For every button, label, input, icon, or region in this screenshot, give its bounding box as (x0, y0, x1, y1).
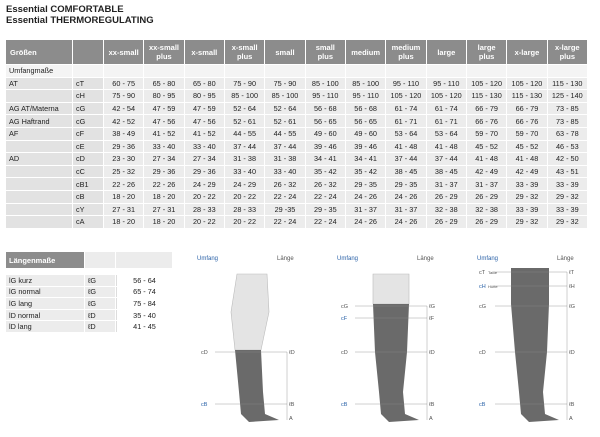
table-cell: 44 - 55 (265, 128, 304, 140)
table-row (6, 153, 587, 165)
table-cell: 38 - 45 (427, 166, 466, 178)
table-cell: 44 - 55 (225, 128, 264, 140)
d2-left-1: cF (341, 316, 348, 322)
d3-note-huefte: Hüfte (488, 284, 498, 289)
length-value: 56 - 64 (116, 275, 172, 286)
table-cell: 80 - 95 (185, 90, 224, 102)
table-cell: 24 - 26 (346, 191, 385, 203)
size-header: large plus (467, 40, 506, 64)
table-cell: 66 - 79 (467, 103, 506, 115)
diagram-thigh-stocking (335, 252, 475, 432)
table-cell: 61 - 74 (427, 103, 466, 115)
table-cell: 105 - 120 (507, 78, 546, 90)
d1-left-0: cD (201, 350, 208, 356)
table-cell: 18 - 20 (104, 216, 143, 228)
table-row (6, 204, 587, 216)
table-cell: 52 - 64 (265, 103, 304, 115)
table-cell: 27 - 31 (144, 204, 183, 216)
table-cell: 125 - 140 (548, 90, 587, 102)
table-cell: 31 - 38 (225, 153, 264, 165)
d3-left-3: cD (479, 350, 486, 356)
length-table (5, 251, 173, 333)
row-label: AG AT/Materna (6, 103, 72, 115)
d2-right-0: ℓG (429, 304, 436, 310)
knee-stocking-illustration (195, 252, 335, 432)
row-code: cA (73, 216, 103, 228)
table-cell: 20 - 22 (225, 216, 264, 228)
row-code: cE (73, 141, 103, 153)
length-code: ℓG (85, 287, 115, 298)
table-cell: 22 - 26 (104, 178, 143, 190)
table-cell: 28 - 33 (225, 204, 264, 216)
table-cell: 85 - 100 (265, 90, 304, 102)
table-cell: 27 - 31 (104, 204, 143, 216)
table-cell: 47 - 56 (144, 115, 183, 127)
umfang-row (6, 65, 587, 77)
table-row (6, 78, 587, 90)
table-cell: 42 - 49 (467, 166, 506, 178)
table-cell: 37 - 44 (427, 153, 466, 165)
length-row (6, 298, 172, 309)
size-header: xx-small (104, 40, 143, 64)
table-cell: 73 - 85 (548, 103, 587, 115)
d3-left-1: cH (479, 284, 486, 290)
table-cell: 45 - 52 (507, 141, 546, 153)
table-cell: 95 - 110 (346, 90, 385, 102)
table-cell: 24 - 26 (386, 216, 425, 228)
table-cell: 60 - 75 (104, 78, 143, 90)
table-cell: 41 - 48 (467, 153, 506, 165)
table-cell: 26 - 32 (265, 178, 304, 190)
table-cell: 23 - 30 (104, 153, 143, 165)
table-cell: 20 - 22 (185, 191, 224, 203)
length-label: lD normal (6, 310, 84, 321)
table-cell: 22 - 24 (306, 191, 345, 203)
table-cell: 25 - 32 (104, 166, 143, 178)
table-cell: 26 - 29 (427, 191, 466, 203)
table-cell: 85 - 100 (306, 78, 345, 90)
d1-right-1: ℓB (289, 402, 295, 408)
length-label: lG normal (6, 287, 84, 298)
laenge-label: Länge (277, 256, 294, 262)
size-header: small plus (306, 40, 345, 64)
table-cell: 29 - 35 (306, 204, 345, 216)
size-header: x-small (185, 40, 224, 64)
row-code: cB1 (73, 178, 103, 190)
table-cell: 53 - 64 (427, 128, 466, 140)
table-cell: 33 - 39 (507, 178, 546, 190)
table-cell: 95 - 110 (386, 78, 425, 90)
length-value: 41 - 45 (116, 321, 172, 332)
table-cell: 29 - 35 (386, 178, 425, 190)
table-row (6, 166, 587, 178)
row-code: cH (73, 90, 103, 102)
row-code: cC (73, 166, 103, 178)
stocking-shape (235, 350, 279, 422)
row-label (6, 216, 72, 228)
table-cell: 52 - 61 (265, 115, 304, 127)
d3-left-2: cG (479, 304, 487, 310)
table-cell: 29 - 32 (548, 191, 587, 203)
row-label (6, 166, 72, 178)
table-row (6, 103, 587, 115)
table-row (6, 115, 587, 127)
d1-right-0: ℓD (289, 350, 295, 356)
row-code: cF (73, 128, 103, 140)
length-table-title: Längenmaße (6, 252, 84, 268)
d3-right-0: ℓT (569, 270, 575, 276)
table-cell: 29 - 35 (346, 178, 385, 190)
table-cell: 20 - 22 (185, 216, 224, 228)
table-cell: 61 - 74 (386, 103, 425, 115)
length-row (6, 275, 172, 286)
stocking-shape (373, 304, 419, 422)
d2-left-3: cB (341, 402, 348, 408)
size-table-header-row (6, 40, 587, 64)
table-cell: 31 - 37 (427, 178, 466, 190)
table-cell: 18 - 20 (144, 191, 183, 203)
table-cell: 56 - 68 (346, 103, 385, 115)
row-code: cY (73, 204, 103, 216)
table-cell: 26 - 32 (306, 178, 345, 190)
table-cell: 24 - 29 (225, 178, 264, 190)
size-header: x-large plus (548, 40, 587, 64)
table-cell: 41 - 48 (386, 141, 425, 153)
d2-right-2: ℓD (429, 350, 435, 356)
table-cell: 31 - 37 (386, 204, 425, 216)
d2-left-0: cG (341, 304, 349, 310)
size-header: x-small plus (225, 40, 264, 64)
table-cell: 53 - 64 (386, 128, 425, 140)
table-cell: 45 - 52 (467, 141, 506, 153)
table-cell: 42 - 49 (507, 166, 546, 178)
length-code: ℓD (85, 310, 115, 321)
row-code: cD (73, 153, 103, 165)
row-code: cB (73, 191, 103, 203)
table-cell: 22 - 26 (144, 178, 183, 190)
umfang-label: Umfang (477, 256, 499, 262)
table-cell: 33 - 39 (507, 204, 546, 216)
diagram-tights (475, 252, 600, 432)
table-cell: 33 - 40 (185, 141, 224, 153)
table-cell: 26 - 29 (467, 191, 506, 203)
table-cell: 27 - 34 (144, 153, 183, 165)
d3-right-3: ℓD (569, 350, 575, 356)
table-cell: 41 - 48 (427, 141, 466, 153)
row-label: AG Haftrand (6, 115, 72, 127)
table-cell: 115 - 130 (507, 90, 546, 102)
umfang-label: Umfang (197, 256, 219, 262)
length-value: 35 - 40 (116, 310, 172, 321)
thigh-stocking-illustration (335, 252, 475, 432)
d1-right-2: A (289, 416, 293, 422)
table-cell: 37 - 44 (225, 141, 264, 153)
table-cell: 47 - 59 (144, 103, 183, 115)
table-cell: 28 - 33 (185, 204, 224, 216)
d1-left-1: cB (201, 402, 208, 408)
table-cell: 59 - 70 (467, 128, 506, 140)
row-label (6, 204, 72, 216)
table-cell: 22 - 24 (265, 216, 304, 228)
hip-shape (373, 274, 409, 304)
d2-right-4: A (429, 416, 433, 422)
table-cell: 66 - 79 (507, 103, 546, 115)
table-cell: 38 - 49 (104, 128, 143, 140)
table-cell: 18 - 20 (144, 216, 183, 228)
d2-right-1: ℓF (429, 316, 435, 322)
table-cell: 80 - 95 (144, 90, 183, 102)
table-cell: 52 - 61 (225, 115, 264, 127)
size-table (5, 39, 588, 229)
laenge-label: Länge (557, 256, 574, 262)
table-cell: 29 - 32 (548, 216, 587, 228)
table-cell: 52 - 64 (225, 103, 264, 115)
thigh-shape (231, 274, 269, 350)
table-cell: 46 - 53 (548, 141, 587, 153)
table-cell: 39 - 46 (306, 141, 345, 153)
table-cell: 115 - 130 (467, 90, 506, 102)
table-row (6, 178, 587, 190)
table-cell: 33 - 39 (548, 204, 587, 216)
table-row (6, 191, 587, 203)
table-cell: 26 - 29 (467, 216, 506, 228)
laenge-label: Länge (417, 256, 434, 262)
d3-right-1: ℓH (569, 284, 575, 290)
d3-left-4: cB (479, 402, 486, 408)
table-cell: 95 - 110 (306, 90, 345, 102)
table-cell: 37 - 44 (265, 141, 304, 153)
length-code: ℓG (85, 275, 115, 286)
size-header: x-large (507, 40, 546, 64)
table-cell: 31 - 37 (346, 204, 385, 216)
table-cell: 29 -35 (265, 204, 304, 216)
table-cell: 29 - 32 (507, 191, 546, 203)
table-cell: 66 - 76 (507, 115, 546, 127)
table-cell: 42 - 52 (104, 115, 143, 127)
table-cell: 105 - 120 (427, 90, 466, 102)
table-cell: 18 - 20 (104, 191, 143, 203)
d2-right-3: ℓB (429, 402, 435, 408)
d3-right-2: ℓG (569, 304, 576, 310)
table-cell: 22 - 24 (265, 191, 304, 203)
length-row (6, 287, 172, 298)
table-cell: 85 - 100 (346, 78, 385, 90)
size-header: large (427, 40, 466, 64)
length-label: lD lang (6, 321, 84, 332)
table-cell: 24 - 26 (386, 191, 425, 203)
table-cell: 22 - 24 (306, 216, 345, 228)
length-row (6, 310, 172, 321)
table-cell: 105 - 120 (467, 78, 506, 90)
table-cell: 75 - 90 (225, 78, 264, 90)
d3-left-0: cT (479, 270, 486, 276)
table-cell: 42 - 50 (548, 153, 587, 165)
table-cell: 34 - 41 (346, 153, 385, 165)
d2-left-2: cD (341, 350, 348, 356)
table-cell: 29 - 32 (507, 216, 546, 228)
table-cell: 41 - 48 (507, 153, 546, 165)
table-row (6, 216, 587, 228)
table-row (6, 90, 587, 102)
table-cell: 37 - 44 (386, 153, 425, 165)
table-cell: 61 - 71 (386, 115, 425, 127)
table-cell: 95 - 110 (427, 78, 466, 90)
table-cell: 41 - 52 (144, 128, 183, 140)
row-code: cG (73, 103, 103, 115)
table-cell: 34 - 41 (306, 153, 345, 165)
table-cell: 75 - 90 (265, 78, 304, 90)
table-cell: 24 - 26 (346, 216, 385, 228)
size-header: xx-small plus (144, 40, 183, 64)
table-cell: 32 - 38 (427, 204, 466, 216)
d3-right-5: A (569, 416, 573, 422)
size-header: medium (346, 40, 385, 64)
row-label (6, 178, 72, 190)
table-cell: 42 - 54 (104, 103, 143, 115)
table-cell: 29 - 36 (144, 166, 183, 178)
row-label: AD (6, 153, 72, 165)
size-table-code-header (73, 40, 103, 64)
row-label (6, 141, 72, 153)
table-cell: 38 - 45 (386, 166, 425, 178)
table-cell: 66 - 76 (467, 115, 506, 127)
table-row (6, 141, 587, 153)
d3-note-taille: Taille (488, 270, 498, 275)
size-table-corner: Größen (6, 40, 72, 64)
table-cell: 32 - 38 (467, 204, 506, 216)
table-cell: 24 - 29 (185, 178, 224, 190)
table-cell: 65 - 80 (185, 78, 224, 90)
row-label: AT (6, 78, 72, 90)
length-code: ℓG (85, 298, 115, 309)
table-row (6, 128, 587, 140)
length-label: lG lang (6, 298, 84, 309)
diagram-knee-stocking (195, 252, 335, 432)
tights-illustration (475, 252, 600, 432)
length-code: ℓD (85, 321, 115, 332)
table-cell: 63 - 78 (548, 128, 587, 140)
table-cell: 35 - 42 (346, 166, 385, 178)
table-cell: 85 - 100 (225, 90, 264, 102)
table-cell: 29 - 36 (185, 166, 224, 178)
table-cell: 33 - 39 (548, 178, 587, 190)
table-cell: 33 - 40 (144, 141, 183, 153)
table-cell: 61 - 71 (427, 115, 466, 127)
table-cell: 115 - 130 (548, 78, 587, 90)
row-code: cT (73, 78, 103, 90)
table-cell: 65 - 80 (144, 78, 183, 90)
table-cell: 39 - 46 (346, 141, 385, 153)
table-cell: 75 - 90 (104, 90, 143, 102)
length-value: 75 - 84 (116, 298, 172, 309)
length-label: lG kurz (6, 275, 84, 286)
size-header: small (265, 40, 304, 64)
length-row (6, 321, 172, 332)
umfang-label: Umfang (337, 256, 359, 262)
table-cell: 26 - 29 (427, 216, 466, 228)
size-header: medium plus (386, 40, 425, 64)
title-comfortable: Essential COMFORTABLE (6, 4, 124, 15)
length-value: 65 - 74 (116, 287, 172, 298)
table-cell: 56 - 68 (306, 103, 345, 115)
row-label (6, 191, 72, 203)
table-cell: 41 - 52 (185, 128, 224, 140)
table-cell: 35 - 42 (306, 166, 345, 178)
table-cell: 47 - 59 (185, 103, 224, 115)
table-cell: 49 - 60 (346, 128, 385, 140)
table-cell: 43 - 51 (548, 166, 587, 178)
table-cell: 105 - 120 (386, 90, 425, 102)
umfang-label: Umfangmaße (6, 65, 72, 77)
title-thermoregulating: Essential THERMOREGULATING (6, 15, 154, 26)
table-cell: 33 - 40 (225, 166, 264, 178)
row-label (6, 90, 72, 102)
table-cell: 47 - 56 (185, 115, 224, 127)
row-label: AF (6, 128, 72, 140)
stocking-shape (511, 268, 559, 422)
table-cell: 56 - 65 (306, 115, 345, 127)
table-cell: 29 - 36 (104, 141, 143, 153)
table-cell: 31 - 38 (265, 153, 304, 165)
table-cell: 73 - 85 (548, 115, 587, 127)
table-cell: 49 - 60 (306, 128, 345, 140)
table-cell: 31 - 37 (467, 178, 506, 190)
row-code: cG (73, 115, 103, 127)
table-cell: 33 - 40 (265, 166, 304, 178)
table-cell: 27 - 34 (185, 153, 224, 165)
table-cell: 20 - 22 (225, 191, 264, 203)
table-cell: 56 - 65 (346, 115, 385, 127)
table-cell: 59 - 70 (507, 128, 546, 140)
d3-right-4: ℓB (569, 402, 575, 408)
